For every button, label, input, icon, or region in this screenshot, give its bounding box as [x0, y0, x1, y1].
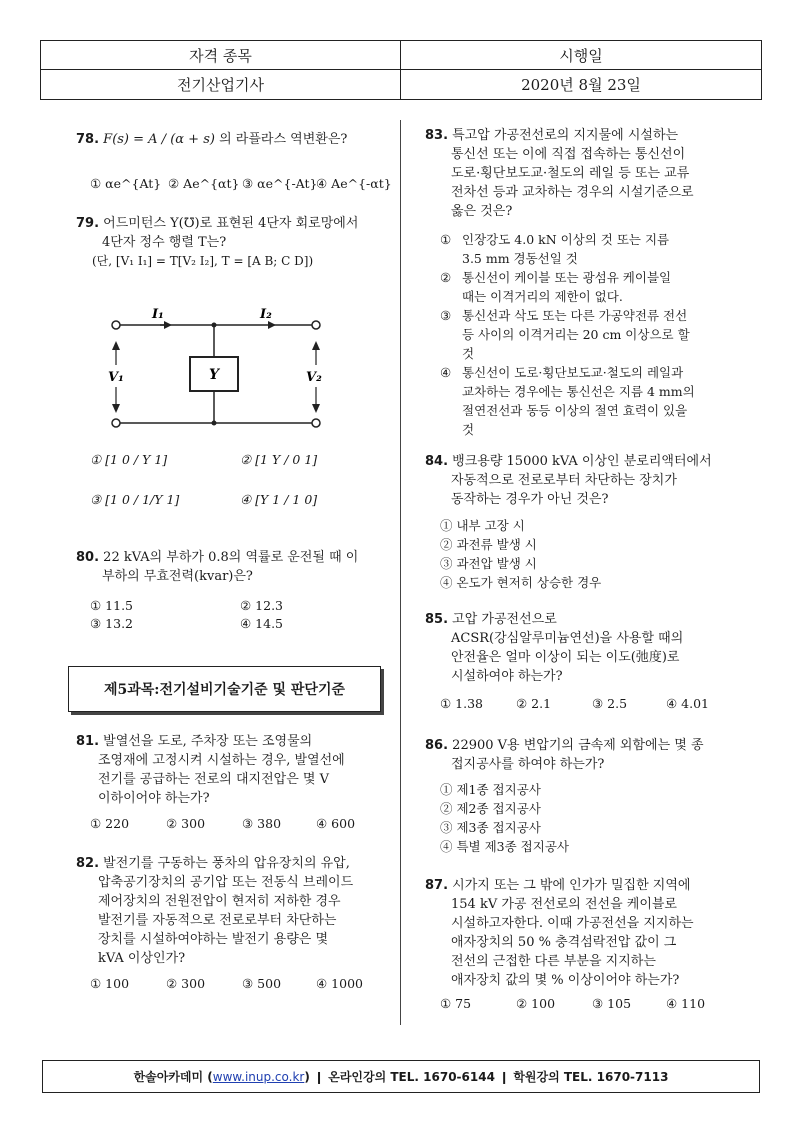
option-3[interactable]: ③ 380 — [242, 816, 282, 831]
question-line: 전기를 공급하는 전로의 대지전압은 몇 V — [98, 772, 329, 787]
choice-3[interactable]: ③ 제3종 접지공사 — [440, 820, 541, 835]
current-label-2: I₂ — [260, 307, 272, 322]
choices-83 — [440, 230, 740, 439]
footer-academy: 한솔아카데미 ( — [133, 1070, 213, 1084]
question-78 — [76, 130, 386, 149]
choice-2[interactable]: ② 제2종 접지공사 — [440, 801, 541, 816]
options-80 — [90, 598, 390, 638]
question-number: 84. — [425, 454, 449, 469]
current-arrow-1 — [164, 321, 172, 329]
voltage-label-2: V₂ — [306, 370, 322, 385]
choice-line: 등 사이의 이격거리는 20 cm 이상으로 할 — [462, 327, 690, 342]
choice-line: 3.5 mm 경동선일 것 — [462, 251, 578, 266]
subject-label: 자격 종목 — [41, 41, 401, 70]
voltage-label-1: V₁ — [108, 370, 124, 385]
question-number: 83. — [425, 128, 449, 143]
date-value: 2020년 8월 23일 — [521, 76, 641, 94]
question-86 — [425, 736, 755, 774]
question-line: 뱅크용량 15000 kVA 이상인 분로리액터에서 — [452, 454, 712, 469]
option-2[interactable]: ② [1 Y / 0 1] — [240, 452, 318, 467]
question-line: 어드미턴스 Y(℧)로 표현된 4단자 회로망에서 — [103, 216, 359, 231]
question-80 — [76, 548, 396, 586]
option-1[interactable]: ① 75 — [440, 996, 472, 1011]
question-number: 81. — [76, 734, 100, 749]
choice-4[interactable]: ④ 온도가 현저히 상승한 경우 — [440, 575, 602, 590]
question-line: 발전기를 구동하는 풍차의 압유장치의 유압, — [103, 856, 350, 871]
choice-line: 절연전선과 동등 이상의 절연 효력이 있을 — [462, 403, 688, 418]
option-1[interactable]: ① αe^{At} — [90, 176, 162, 191]
question-line: 통신선 또는 이에 직접 접속하는 통신선이 — [451, 147, 686, 162]
question-line: 시설하여야 하는가? — [451, 669, 563, 684]
footer-website-link[interactable]: www.inup.co.kr — [212, 1069, 305, 1084]
date-label: 시행일 — [401, 41, 761, 70]
current-arrow-2 — [268, 321, 276, 329]
admittance-label: Y — [209, 367, 219, 383]
option-1[interactable]: ① [1 0 / Y 1] — [90, 452, 168, 467]
option-4[interactable]: ④ 110 — [666, 996, 706, 1011]
question-line: 제어장치의 전원전압이 현저히 저하한 경우 — [98, 894, 341, 909]
question-number: 85. — [425, 612, 449, 627]
choice-2[interactable] — [440, 268, 740, 306]
option-3[interactable]: ③ αe^{-At} — [242, 176, 318, 191]
question-84 — [425, 452, 755, 509]
question-line: 압축공기장치의 공기압 또는 전동식 브레이드 — [98, 875, 354, 890]
question-line: 전선의 근접한 다른 부분을 지지하는 — [451, 954, 656, 969]
question-number: 82. — [76, 856, 100, 871]
question-line: kVA 이상인가? — [98, 951, 186, 966]
question-number: 80. — [76, 550, 100, 565]
question-line: 동작하는 경우가 아닌 것은? — [451, 492, 609, 507]
question-line: 조영재에 고정시켜 시설하는 경우, 발열선에 — [98, 753, 345, 768]
choice-marker: ④ — [440, 365, 452, 380]
choice-4[interactable]: ④ 특별 제3종 접지공사 — [440, 839, 569, 854]
question-line: 애자장치의 50 % 충격섬락전압 값이 그 — [451, 935, 677, 950]
current-label-1: I₁ — [152, 307, 164, 322]
option-4[interactable]: ④ Ae^{-αt} — [316, 176, 392, 191]
section-title: 제5과목:전기설비기술기준 및 판단기준 — [68, 666, 381, 712]
question-number: 79. — [76, 216, 100, 231]
choice-line: 때는 이격거리의 제한이 없다. — [462, 289, 623, 304]
circuit-diagram — [100, 305, 340, 435]
question-81 — [76, 732, 396, 808]
question-line: 발열선을 도로, 주차장 또는 조영물의 — [103, 734, 313, 749]
question-line: 154 kV 가공 전선로의 전선을 케이블로 — [451, 897, 677, 912]
question-line: 옳은 것은? — [451, 204, 513, 219]
question-line: 특고압 가공전선로의 지지물에 시설하는 — [452, 128, 679, 143]
choices-84 — [440, 516, 740, 592]
option-1[interactable]: ① 100 — [90, 976, 130, 991]
choice-line: 교차하는 경우에는 통신선은 지름 4 mm의 — [462, 384, 695, 399]
option-3[interactable]: ③ 105 — [592, 996, 632, 1011]
subject-value: 전기산업기사 — [41, 70, 401, 99]
question-82 — [76, 854, 396, 968]
question-line: 4단자 정수 행렬 T는? — [102, 235, 227, 250]
choice-1[interactable]: ① 제1종 접지공사 — [440, 782, 541, 797]
question-line: 이하이어야 하는가? — [98, 791, 210, 806]
option-3[interactable]: ③ 2.5 — [592, 696, 628, 711]
question-line: 부하의 무효전력(kvar)은? — [102, 569, 253, 584]
choice-line: 통신선이 도로·횡단보도교·철도의 레일과 — [462, 365, 684, 380]
question-87 — [425, 876, 755, 990]
choice-2[interactable]: ② 과전류 발생 시 — [440, 537, 537, 552]
column-divider — [400, 120, 401, 1025]
choice-3[interactable]: ③ 과전압 발생 시 — [440, 556, 537, 571]
option-1[interactable]: ① 1.38 — [440, 696, 484, 711]
option-4[interactable]: ④ 4.01 — [666, 696, 710, 711]
choices-86 — [440, 780, 740, 856]
question-83 — [425, 126, 755, 221]
option-4[interactable]: ④ 14.5 — [240, 616, 284, 631]
option-2[interactable]: ② 300 — [166, 976, 206, 991]
choice-line: 것 — [462, 346, 475, 361]
footer — [42, 1060, 760, 1093]
option-2[interactable]: ② 300 — [166, 816, 206, 831]
choice-line: 통신선과 삭도 또는 다른 가공약전류 전선 — [462, 308, 688, 323]
question-line: ACSR(강심알루미늄연선)을 사용할 때의 — [451, 631, 684, 646]
question-line: 자동적으로 전로로부터 차단하는 장치가 — [451, 473, 677, 488]
choice-1[interactable]: ① 내부 고장 시 — [440, 518, 525, 533]
options-78 — [90, 176, 390, 196]
formula: F(s) = A / (α + s) — [103, 132, 215, 147]
question-line: 22900 V용 변압기의 금속제 외함에는 몇 종 — [452, 738, 704, 753]
choice-marker: ③ — [440, 308, 452, 323]
question-number: 87. — [425, 878, 449, 893]
question-line: 안전율은 얼마 이상이 되는 이도(弛度)로 — [451, 650, 680, 665]
option-4[interactable]: ④ [Y 1 / 1 0] — [240, 492, 318, 507]
option-2[interactable]: ② 100 — [516, 996, 556, 1011]
question-line: 장치를 시설하여야하는 발전기 용량은 몇 — [98, 932, 329, 947]
choice-line: 것 — [462, 422, 475, 437]
exam-header-table — [40, 40, 762, 100]
choice-1[interactable] — [440, 230, 740, 268]
option-3[interactable]: ③ [1 0 / 1/Y 1] — [90, 492, 180, 507]
question-85 — [425, 610, 755, 686]
options-85 — [440, 696, 740, 716]
choice-marker: ① — [440, 232, 452, 247]
option-2[interactable]: ② Ae^{αt} — [168, 176, 240, 191]
option-1[interactable]: ① 11.5 — [90, 598, 134, 613]
choice-marker: ② — [440, 270, 452, 285]
question-line: 접지공사를 하여야 하는가? — [451, 757, 605, 772]
question-line: 22 kVA의 부하가 0.8의 역률로 운전될 때 이 — [103, 550, 359, 565]
options-87 — [440, 996, 740, 1016]
choice-4[interactable] — [440, 363, 740, 439]
footer-contact: ) ❙ 온라인강의 TEL. 1670-6144 ❙ 학원강의 TEL. 1670-7113 — [304, 1070, 669, 1084]
options-81 — [90, 816, 390, 836]
options-79 — [90, 448, 390, 518]
question-line: 시가지 또는 그 밖에 인가가 밀집한 지역에 — [452, 878, 691, 893]
choice-3[interactable] — [440, 306, 740, 363]
question-number: 78. — [76, 132, 100, 147]
option-4[interactable]: ④ 1000 — [316, 976, 363, 991]
question-line: 시설하고자한다. 이때 가공전선을 지지하는 — [451, 916, 694, 931]
option-2[interactable]: ② 2.1 — [516, 696, 552, 711]
choice-line: 인장강도 4.0 kN 이상의 것 또는 지름 — [462, 232, 670, 247]
option-3[interactable]: ③ 500 — [242, 976, 282, 991]
options-82 — [90, 976, 390, 996]
question-line: 전차선 등과 교차하는 경우의 시설기준으로 — [451, 185, 694, 200]
question-number: 86. — [425, 738, 449, 753]
question-79 — [76, 214, 396, 271]
question-line: 애자장치 값의 몇 % 이상이어야 하는가? — [451, 973, 680, 988]
question-line: 발전기를 자동적으로 전로로부터 차단하는 — [98, 913, 337, 928]
question-line: 도로·횡단보도교·철도의 레일 등 또는 교류 — [451, 166, 690, 181]
choice-line: 통신선이 케이블 또는 광섬유 케이블일 — [462, 270, 672, 285]
option-3[interactable]: ③ 13.2 — [90, 616, 134, 631]
question-text: 의 라플라스 역변환은? — [219, 132, 348, 147]
option-2[interactable]: ② 12.3 — [240, 598, 284, 613]
option-4[interactable]: ④ 600 — [316, 816, 356, 831]
question-condition: (단, [V₁ I₁] = T[V₂ I₂], T = [A B; C D]) — [92, 254, 314, 268]
question-line: 고압 가공전선으로 — [452, 612, 557, 627]
option-1[interactable]: ① 220 — [90, 816, 130, 831]
